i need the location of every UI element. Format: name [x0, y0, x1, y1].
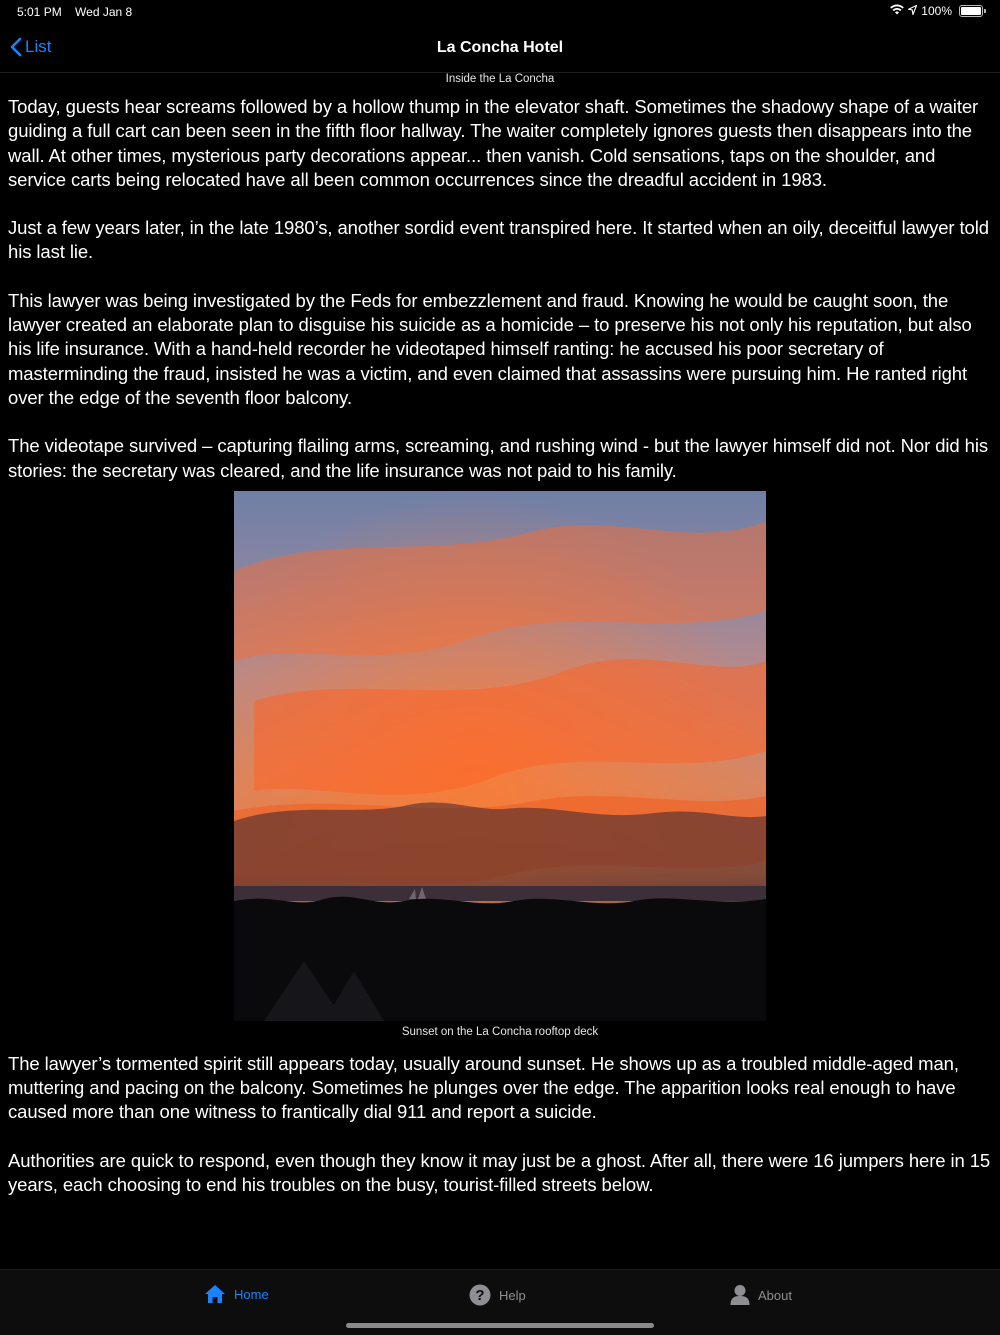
status-left: [17, 5, 132, 19]
wifi-icon: [890, 4, 904, 18]
image-caption: Sunset on the La Concha rooftop deck: [401, 1025, 599, 1038]
paragraph: Authorities are quick to respond, even though they know it may just be a ghost. After all, there were 16 jumpers here in 15 years, each choosing to end his troubles on the busy, tourist-filled streets below.: [8, 1149, 991, 1196]
svg-text:?: ?: [475, 1287, 485, 1304]
sunset-photo: [234, 491, 766, 1021]
paragraph: The lawyer’s tormented spirit still appears today, usually around sunset. He shows up as a troubled middle-aged man, muttering and pacing on the balcony. Sometimes he plunges over the edge. The apparition looks real enough to have caused more than one witness to frantically dial 911 and report a suicide.: [8, 1052, 959, 1123]
status-date: Wed Jan 8: [75, 5, 133, 19]
status-time: 5:01 PM: [17, 5, 62, 19]
home-indicator[interactable]: [346, 1323, 654, 1328]
tab-home-label: Home: [234, 1286, 269, 1302]
article-content[interactable]: [0, 73, 1000, 1269]
status-right: [890, 4, 983, 18]
tab-help-label: Help: [499, 1287, 526, 1303]
tab-home[interactable]: [204, 1284, 269, 1304]
paragraph: The videotape survived – capturing flailing arms, screaming, and rushing wind - but the lawyer himself did not. Nor did his stories: the secretary was cleared, and the life insurance was not paid to his family.: [8, 435, 988, 481]
paragraph: This lawyer was being investigated by the Feds for embezzlement and fraud. Knowing he would be caught soon, the lawyer created an elaborate plan to disguise his suicide as a homicide – to preserve his not only his reputation, but also his life insurance. With a hand-held recorder he videotaped himself ranting: he accused his poor secretary of masterminding the fraud, insisted he was a victim, and even claimed that assassins were pursuing him. He ranted right over the edge of the seventh floor balcony.: [8, 289, 972, 408]
back-button-label: List: [25, 37, 52, 56]
user-icon: [730, 1284, 750, 1306]
tab-bar: [0, 1269, 1000, 1335]
tab-about-label: About: [758, 1287, 792, 1303]
tab-about[interactable]: [730, 1284, 792, 1306]
top-image-caption: Inside the La Concha: [445, 73, 555, 85]
battery-percent: 100%: [921, 4, 952, 18]
navigation-bar: [0, 24, 1000, 73]
status-bar: [0, 0, 1000, 24]
home-icon: [204, 1284, 226, 1304]
location-arrow-icon: [908, 4, 917, 18]
paragraph: Today, guests hear screams followed by a hollow thump in the elevator shaft. Sometimes the shadowy shape of a waiter guiding a full cart can been seen in the fifth floor hallway. The waiter completely ignores guests then disappears into the wall. At other times, mysterious party decorations appear... then vanish. Cold sensations, taps on the shoulder, and service carts being relocated have all been common occurrences since the dreadful accident in 1983.: [8, 96, 979, 190]
tab-help[interactable]: [469, 1284, 526, 1306]
help-icon: [469, 1284, 491, 1306]
battery-icon: [959, 5, 983, 17]
page-title: La Concha Hotel: [436, 39, 564, 56]
paragraph: Just a few years later, in the late 1980’s, another sordid event transpired here. It started when an oily, deceitful lawyer told his last lie.: [8, 217, 989, 263]
